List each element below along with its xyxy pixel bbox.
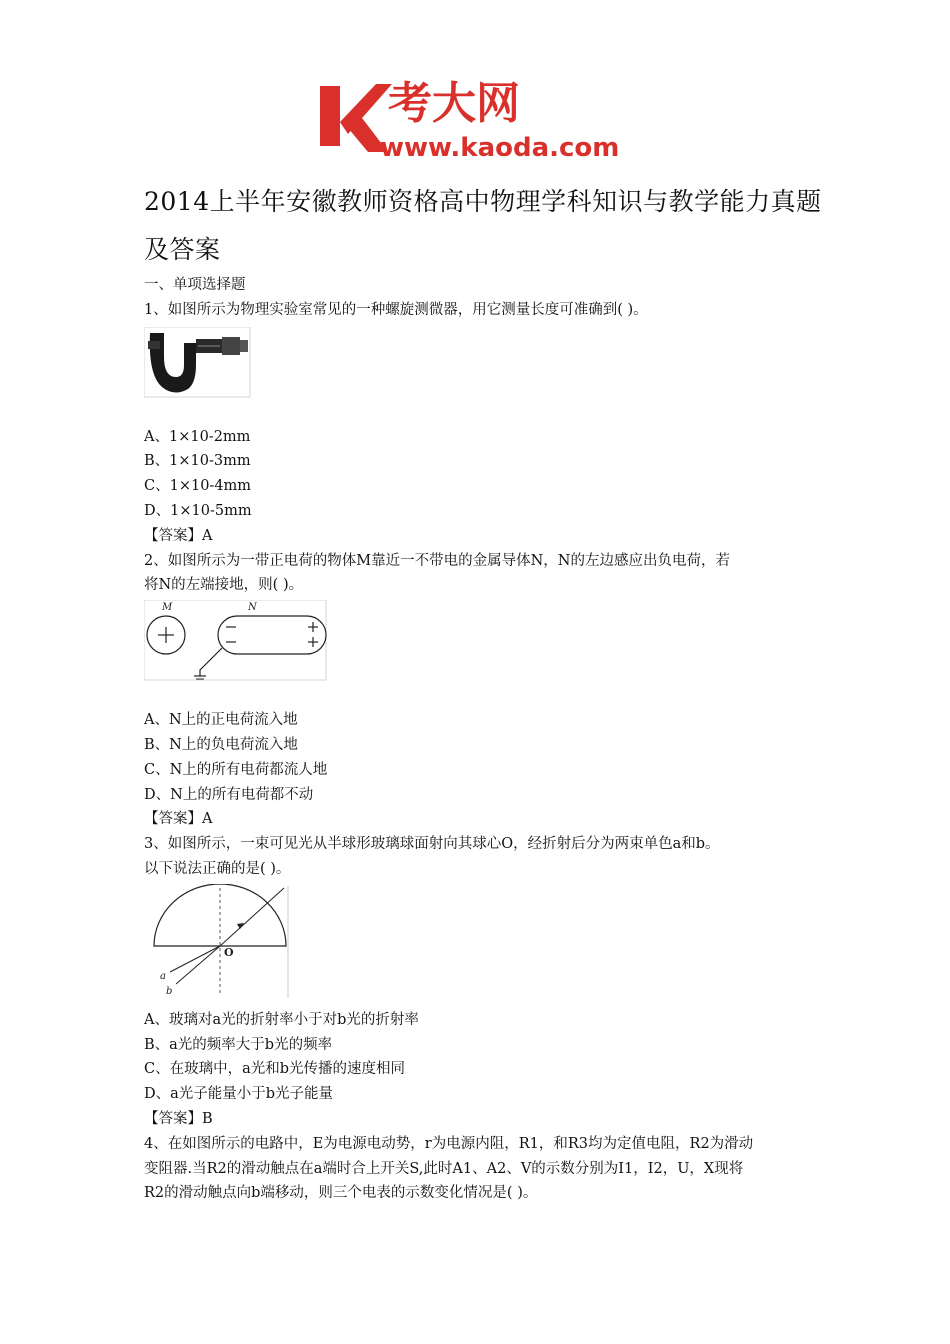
label-m: M: [162, 602, 173, 614]
option: A、玻璃对a光的折射率小于对b光的折射率: [144, 1011, 419, 1028]
label-n: N: [248, 602, 257, 614]
question-stem: 变阻器.当R2的滑动触点在a端时合上开关S,此时A1、A2、V的示数分别为I1，I2，U，X现将: [144, 1160, 744, 1177]
document-title: 2014上半年安徽教师资格高中物理学科知识与教学能力真题及答案: [144, 187, 822, 264]
option: B、a光的频率大于b光的频率: [144, 1036, 333, 1053]
question-stem: 3、如图所示，一束可见光从半球形玻璃球面射向其球心O，经折射后分为两束单色a和b。: [144, 836, 720, 853]
option: C、在玻璃中，a光和b光传播的速度相同: [144, 1061, 406, 1078]
incident-ray: [220, 888, 284, 946]
conductor-n: [218, 616, 326, 654]
question-stem: 将N的左端接地，则( )。: [144, 577, 304, 594]
kaoda-logo: [318, 72, 643, 164]
option: D、1×10-5mm: [144, 502, 252, 519]
question-stem: R2的滑动触点向b端移动，则三个电表的示数变化情况是( )。: [144, 1185, 538, 1202]
logo-brand: 考大网: [388, 78, 520, 129]
document-content: [144, 273, 814, 1206]
option: A、1×10-2mm: [144, 428, 251, 445]
answer: 【答案】A: [144, 527, 213, 544]
option: A、N上的正电荷流入地: [144, 712, 298, 729]
label-a: a: [160, 970, 166, 982]
option: D、a光子能量小于b光子能量: [144, 1086, 334, 1103]
option: B、1×10-3mm: [144, 453, 251, 470]
electrostatic-induction-figure: [144, 600, 328, 682]
answer: 【答案】A: [144, 811, 213, 828]
label-o: O: [224, 945, 234, 959]
ground-wire: [200, 648, 222, 676]
question-stem: 1、如图所示为物理实验室常见的一种螺旋测微器，用它测量长度可准确到( )。: [144, 301, 648, 318]
question-stem: 2、如图所示为一带正电荷的物体M靠近一不带电的金属导体N，N的左边感应出负电荷，若: [144, 552, 730, 569]
option: C、N上的所有电荷都流人地: [144, 761, 328, 778]
refraction-figure: [144, 884, 290, 1000]
section-heading: 一、单项选择题: [144, 277, 246, 293]
question-stem: 4、在如图所示的电路中，E为电源电动势，r为电源内阻，R1，和R3均为定值电阻，R2为滑动: [144, 1135, 754, 1152]
option: C、1×10-4mm: [144, 478, 252, 495]
logo-url: www.kaoda.com: [380, 133, 620, 163]
label-b: b: [166, 985, 173, 997]
option: B、N上的负电荷流入地: [144, 736, 298, 753]
question-stem: 以下说法正确的是( )。: [144, 860, 291, 877]
option: D、N上的所有电荷都不动: [144, 786, 314, 803]
answer: 【答案】B: [144, 1110, 213, 1127]
micrometer-figure: [144, 327, 252, 399]
